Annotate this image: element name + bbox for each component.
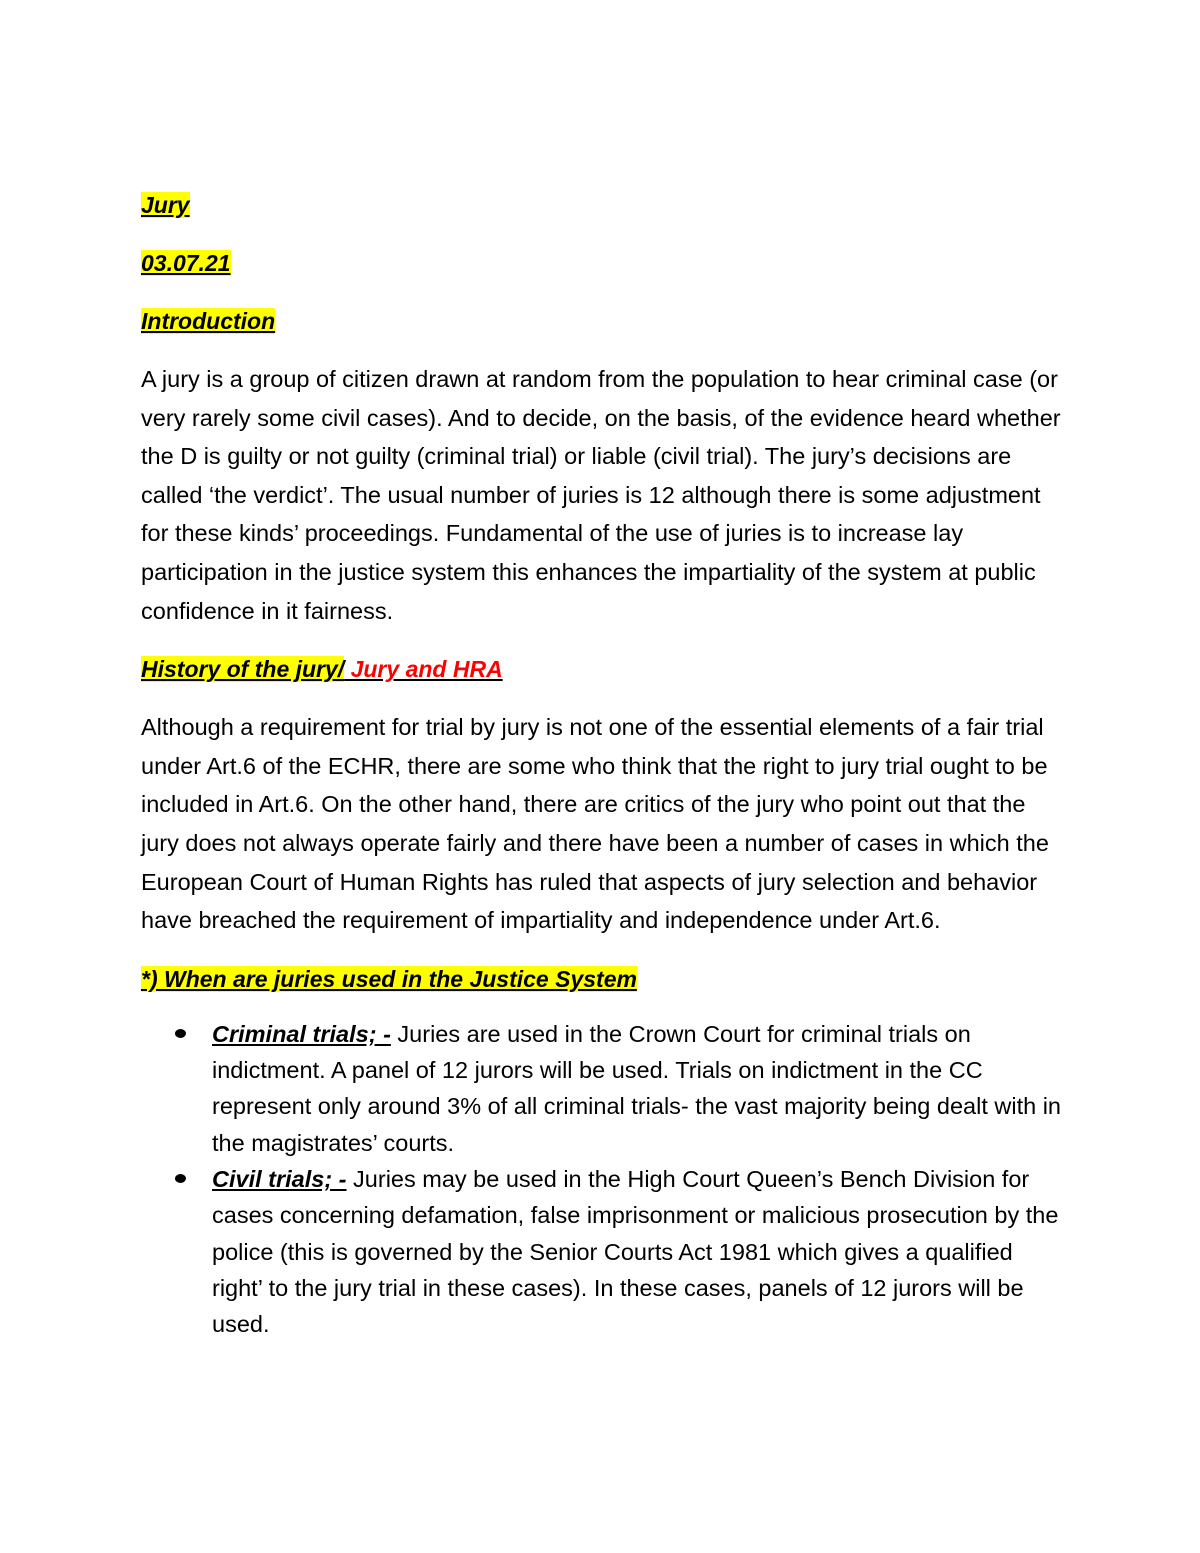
when-heading [141, 962, 1061, 996]
history-heading-part1: History of the jury/ [141, 656, 345, 683]
bullet-lead: Criminal trials; - [212, 1020, 391, 1047]
history-heading [141, 652, 1061, 686]
list-item [141, 1161, 1061, 1342]
title-text: Jury [141, 192, 190, 218]
intro-heading [141, 304, 1061, 338]
document-date [141, 246, 1061, 280]
intro-paragraph: A jury is a group of citizen drawn at random from the population to hear criminal case (or very rarely some civil cases). And to decide, on the basis, of the evidence heard whether the D is guilty or not guilty (criminal trial) or liable (civil trial). The jury’s decisions are called ‘the verdict’. The usual number of juries is 12 although there is some adjustment for these kinds’ proceedings. Fundamental of the use of juries is to increase lay participation in the justice system this enhances the impartiality of the system at public confidence in it fairness. [141, 366, 1061, 624]
date-text: 03.07.21 [141, 250, 231, 276]
usage-bullet-list [141, 1016, 1061, 1343]
history-paragraph: Although a requirement for trial by jury is not one of the essential elements of a fair trial under Art.6 of the ECHR, there are some who think that the right to jury trial ought to be included in Art.6. On the other hand, there are critics of the jury who point out that the jury does not always operate fairly and there have been a number of cases in which the European Court of Human Rights has ruled that aspects of jury selection and behavior have breached the requirement of impartiality and independence under Art.6. [141, 714, 1049, 934]
bullet-dot-icon [175, 1174, 186, 1183]
when-heading-text: *) When are juries used in the Justice System [141, 965, 637, 992]
history-heading-part2: Jury and HRA [344, 656, 503, 683]
bullet-lead: Civil trials; - [212, 1165, 347, 1192]
bullet-text: Juries may be used in the High Court Queen’s Bench Division for cases concerning defamation, false imprisonment or malicious prosecution by the police (this is governed by the Senior Courts Act 1981 which gives a qualified right’ to the jury trial in these cases). In these cases, panels of 12 jurors will be used. [212, 1165, 1059, 1338]
intro-heading-text: Introduction [141, 308, 276, 334]
document-body [141, 188, 1061, 1342]
bullet-dot-icon [175, 1029, 186, 1038]
document-title [141, 188, 1061, 222]
bullet-text: Juries are used in the Crown Court for criminal trials on indictment. A panel of 12 jurors will be used. Trials on indictment in the CC represent only around 3% of all criminal trials- the vast majority being dealt with in the magistrates’ courts. [212, 1020, 1062, 1156]
list-item [141, 1016, 1061, 1161]
